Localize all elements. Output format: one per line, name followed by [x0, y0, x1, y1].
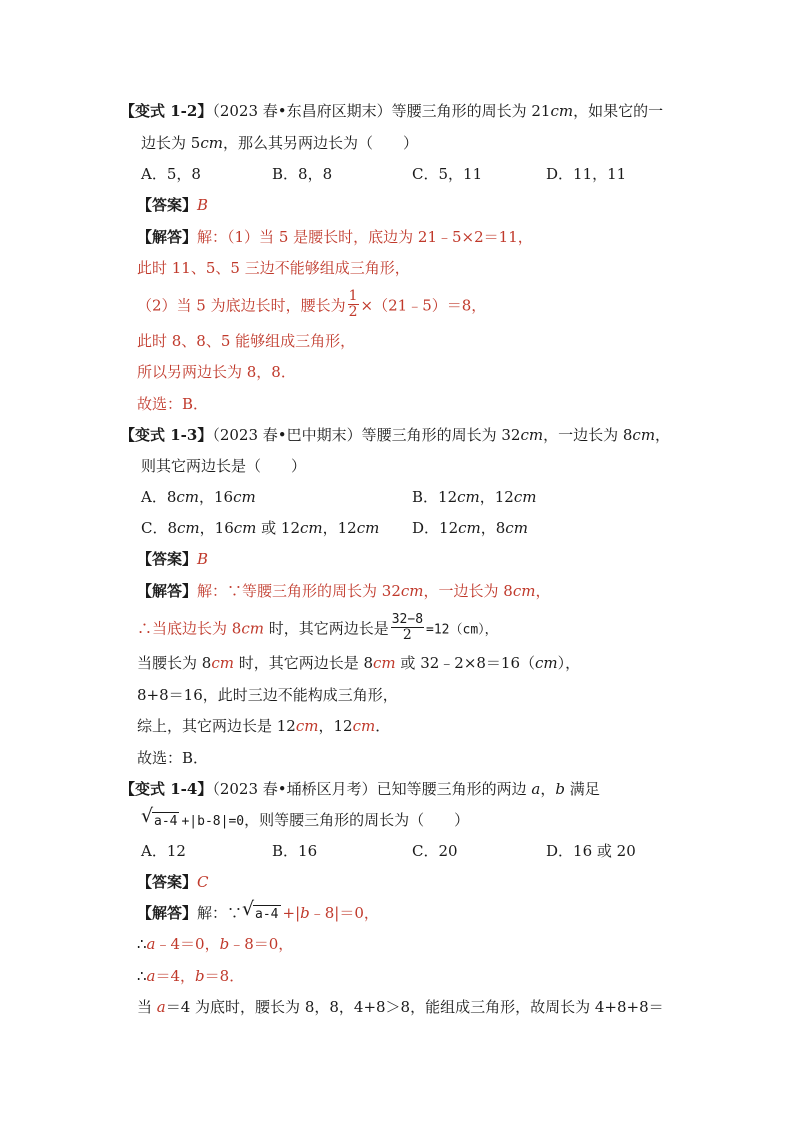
answer-line	[137, 194, 208, 216]
question-1-4-stem-line2: √ a-4 +|b-8|=0，则等腰三角形的周长为（ ）	[141, 805, 470, 829]
option-d: D．12cm，8cm	[412, 519, 528, 537]
analysis-line1: 【解答】解：∵ √ a-4 +|b﹣8|＝0，	[137, 898, 379, 922]
analysis-tag: 【解答】	[137, 228, 198, 246]
answer-tag: 【答案】	[137, 550, 198, 568]
fraction: $\frac{32-8}{2}$	[391, 612, 424, 643]
question-tag: 【变式 1-4】	[120, 780, 213, 798]
analysis-tag: 【解答】	[137, 582, 198, 600]
answer-line	[137, 548, 208, 570]
question-1-3-stem-line2: 则其它两边长是（ ）	[141, 457, 307, 475]
analysis-line4: 8+8＝16，此时三边不能构成三角形，	[137, 686, 398, 704]
option-a: A．12	[141, 842, 186, 860]
question-source: （2023 春•巴中期末）	[212, 426, 362, 444]
analysis-line5: 所以另两边长为 8，8．	[137, 363, 296, 381]
analysis-line1: 【解答】解：（1）当 5 是腰长时，底边为 21﹣5×2＝11，	[137, 228, 533, 246]
answer-tag: 【答案】	[137, 196, 198, 214]
answer-line	[137, 871, 209, 893]
radical-sign: √	[141, 805, 154, 827]
analysis-line6: 故选：B．	[137, 395, 209, 413]
option-c: C．8cm，16cm 或 12cm，12cm	[141, 519, 380, 537]
option-d: D．11，11	[546, 165, 627, 183]
radical-sign: √	[242, 898, 255, 920]
option-a: A．8cm，16cm	[141, 488, 256, 506]
analysis-line1: 【解答】解：∵等腰三角形的周长为 32cm，一边长为 8cm，	[137, 582, 551, 600]
answer-value: B	[197, 550, 209, 568]
answer-tag: 【答案】	[137, 873, 198, 891]
option-c: C．20	[412, 842, 458, 860]
analysis-line3: ∴a＝4，b＝8．	[137, 967, 245, 985]
fraction: $\frac{1}{2}$	[348, 288, 358, 320]
option-b: B．12cm，12cm	[412, 488, 537, 506]
question-tag: 【变式 1-2】	[120, 102, 213, 120]
question-tag: 【变式 1-3】	[120, 426, 213, 444]
analysis-line4: 当 a＝4 为底时，腰长为 8，8，4+8＞8，能组成三角形，故周长为 4+8+8＝	[137, 998, 664, 1016]
analysis-tag: 【解答】	[137, 904, 198, 922]
analysis-line2: ∴当底边长为 8cm 时，其它两边长是 $\frac{32-8}{2}$ =12（cm），	[137, 612, 498, 643]
question-source: （2023 春•埇桥区月考）	[212, 780, 377, 798]
answer-value: C	[197, 873, 209, 891]
analysis-line4: 此时 8、8、5 能够组成三角形，	[137, 332, 356, 350]
question-1-2-stem-line2: 边长为 5cm，那么其另两边长为（ ）	[141, 134, 418, 152]
analysis-line6: 故选：B．	[137, 749, 209, 767]
question-1-3-stem-line1: 【变式 1-3】（2023 春•巴中期末）等腰三角形的周长为 32cm，一边长为 8cm，	[120, 426, 671, 444]
answer-value: B	[197, 196, 209, 214]
option-b: B．8，8	[272, 165, 333, 183]
question-1-2-stem-line1: 【变式 1-2】（2023 春•东昌府区期末）等腰三角形的周长为 21cm，如果它的一	[120, 102, 664, 120]
analysis-line3: （2）当 5 为底边长时，腰长为 $\frac{1}{2}$ ×（21﹣5）＝8，	[137, 288, 487, 320]
analysis-line2: 此时 11、5、5 三边不能够组成三角形，	[137, 259, 410, 277]
question-1-4-stem-line1: 【变式 1-4】（2023 春•埇桥区月考）已知等腰三角形的两边 a，b 满足	[120, 780, 600, 798]
question-source: （2023 春•东昌府区期末）	[212, 102, 392, 120]
option-c: C．5，11	[412, 165, 483, 183]
option-b: B．16	[272, 842, 318, 860]
square-root: √ a-4	[242, 898, 279, 922]
analysis-line2: ∴a﹣4＝0，b﹣8＝0，	[137, 935, 294, 953]
analysis-line3: 当腰长为 8cm 时，其它两边长是 8cm 或 32﹣2×8＝16（cm），	[137, 654, 581, 672]
option-a: A．5，8	[141, 165, 201, 183]
option-d: D．16 或 20	[546, 842, 636, 860]
square-root: √ a-4	[141, 805, 178, 829]
analysis-line5: 综上，其它两边长是 12cm，12cm．	[137, 717, 391, 735]
